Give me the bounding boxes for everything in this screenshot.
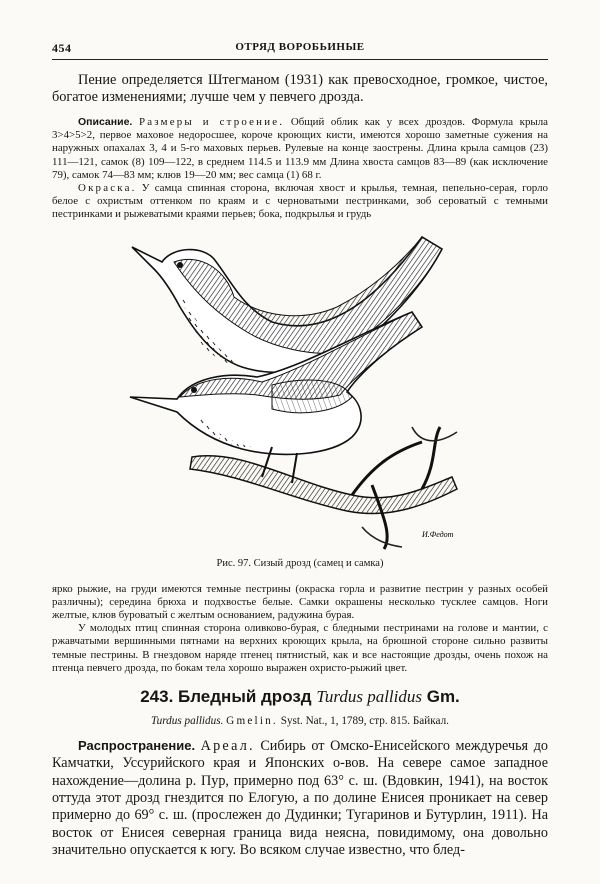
synonym-author: Gmelin. xyxy=(226,715,278,728)
page-header xyxy=(52,40,548,56)
after-figure-block xyxy=(52,583,548,675)
figure-97 xyxy=(52,227,548,573)
coloration-text: У самца спинная сторона, включая хвост и крылья, темная, пепельно-серая, горло белое с охристым оттенком по краям и с черноватыми пестринками, зоб сероватый с темными пестринками и рыжеватыми краями перьев; бока, подкрылья и грудь xyxy=(52,182,548,221)
juvenile-paragraph: У молодых птиц спинная сторона оливково-бурая, с бледными пестринами на голове и мантии, с ржавчатыми вершинными пятнами на верхних кроющих крыла, на брюшной стороне сильно развиты темные пестрины. В гнездовом наряде птенец пятнистый, как и все настоящие дрозды, очень похож на птенца певчего дрозда, по бокам тела хорошо выражен охристо-рыжий цвет. xyxy=(52,622,548,674)
page xyxy=(52,40,548,859)
species-heading xyxy=(52,687,548,707)
synonymy-line xyxy=(52,715,548,727)
page-number: 454 xyxy=(52,41,72,55)
coloration-continued: ярко рыжие, на груди имеются темные пестрины (окраска горла и развитие пестрин у разных особей различны); середина брюха и подхвостье белые. Самки окрашены несколько тусклее самцов. Ноги желтые, клюв буроватый с желтым основанием, радужина бурая. xyxy=(52,582,548,622)
distribution-text: Сибирь от Омско-Енисейского междуречья до Камчатки, Уссурийского края и Японских о-вов. На севере самое западное нахождение—долина р. Пур, примерно под 63° с. ш. (Вдовкин, 1941), на восток оттуда этот дрозд гнездится по Елогую, а по долине Енисея проникает на север примерно до 69° с. ш. (прослежен до Дудинки; Тугаринов и Бутурлин, 1911). На восток от Енисея северная граница вида неясна, повидимому, она довольно значительно опускается к югу. Во всяком случае известно, что блед- xyxy=(52,738,549,858)
description-text: Общий облик как у всех дроздов. Формула крыла 3>4>5>2, первое маховое недоросшее, короче кроющих кисти, имеются хорошо заметные сужения на наружных опахалах 3, 4 и 5-го маховых перьев. Рулевые на конце заострены. Длина крыла самцов (23) 111—121, самок (8) 109—122, в среднем 114.5 и 113.9 мм Длина хвоста самцов 83—89 (как исключение 79), самок 74—83 мм; клюв 19—20 мм; вес самца (1) 68 г. xyxy=(52,116,548,181)
figure-caption: Рис. 97. Сизый дрозд (самец и самка) xyxy=(216,557,384,569)
description-paragraph xyxy=(52,116,548,182)
bird-illustration xyxy=(122,227,482,552)
species-title: 243. Бледный дрозд xyxy=(140,687,312,707)
coloration-paragraph xyxy=(52,182,548,222)
species-author: Gm. xyxy=(426,687,460,707)
description-block xyxy=(52,116,548,222)
distribution-label: Распространение. xyxy=(78,738,196,754)
header-rule xyxy=(52,59,548,60)
description-label: Описание. xyxy=(78,116,133,128)
distribution-paragraph xyxy=(52,737,548,859)
distribution-block xyxy=(52,737,548,859)
synonym-reference: Syst. Nat., 1, 1789, стр. 815. Байкал. xyxy=(280,715,449,728)
intro-paragraph: Пение определяется Штегманом (1931) как превосходное, громкое, чистое, богатое изменениями; лучше чем у певчего дрозда. xyxy=(52,72,548,105)
range-heading: Ареал. xyxy=(200,738,255,755)
artist-signature: И.Федот xyxy=(422,529,454,539)
coloration-heading: Окраска. xyxy=(78,182,137,195)
synonym-latin: Turdus pallidus. xyxy=(151,715,224,728)
description-heading: Размеры и строение. xyxy=(138,116,285,128)
species-latin-name: Turdus pallidus xyxy=(316,687,422,707)
running-title: ОТРЯД ВОРОБЬИНЫЕ xyxy=(235,41,365,53)
